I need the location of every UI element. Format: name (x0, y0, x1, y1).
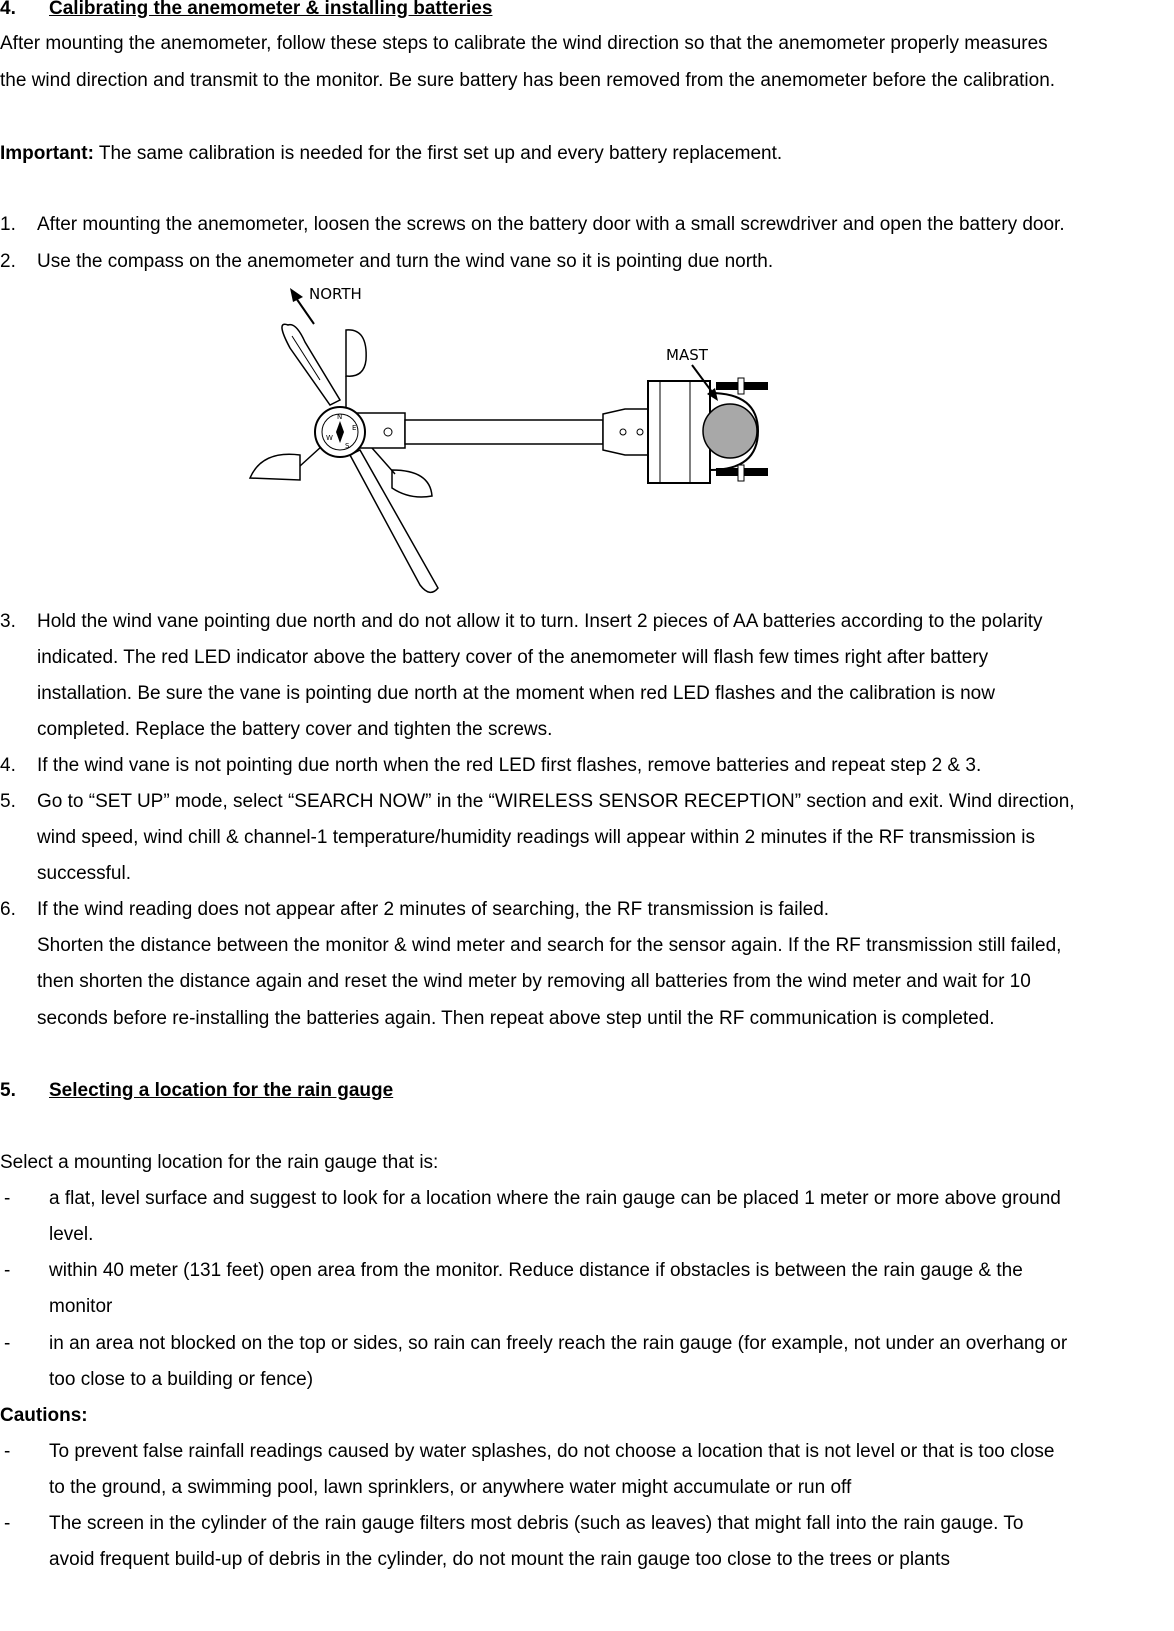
caution-text: The screen in the cylinder of the rain gauge filters most debris (such as leaves) that might fall into the rain gauge. To (49, 1513, 1024, 1534)
caution-text: to the ground, a swimming pool, lawn sprinklers, or anywhere water might accumulate or run off (49, 1477, 852, 1498)
mast-label: MAST (666, 346, 708, 364)
section-4-number: 4. (0, 0, 16, 19)
caution-dash: - (4, 1441, 11, 1462)
anemometer-cup-left (250, 454, 300, 480)
step-number: 5. (0, 791, 16, 812)
wind-vane-tail (282, 324, 340, 405)
step-number: 6. (0, 899, 16, 920)
step-text: successful. (37, 863, 131, 884)
step-number: 2. (0, 251, 16, 272)
caution-dash: - (4, 1513, 11, 1534)
anemometer-cup-top (346, 330, 366, 376)
step-text: Go to “SET UP” mode, select “SEARCH NOW” in the “WIRELESS SENSOR RECEPTION” section and exit. Wind direction, (37, 791, 1075, 812)
bullet-text: in an area not blocked on the top or sides, so rain can freely reach the rain gauge (for example, not under an overhang or (49, 1333, 1068, 1354)
step-text: wind speed, wind chill & channel-1 temperature/humidity readings will appear within 2 minutes if the RF transmission is (37, 827, 1035, 848)
north-label: NORTH (309, 285, 362, 303)
cautions-label: Cautions: (0, 1405, 88, 1426)
caution-text: avoid frequent build-up of debris in the cylinder, do not mount the rain gauge too close to the trees or plants (49, 1549, 950, 1570)
compass-letter-n: N (337, 413, 343, 421)
step-text: Shorten the distance between the monitor & wind meter and search for the sensor again. If the RF transmission still failed, (37, 935, 1062, 956)
clamp-nut (738, 378, 744, 394)
bullet-dash: - (4, 1260, 11, 1281)
support-arm (405, 420, 603, 444)
bullet-text: a flat, level surface and suggest to look for a location where the rain gauge can be placed 1 meter or more above ground (49, 1188, 1061, 1209)
compass-letter-w: W (326, 434, 333, 442)
compass-letter-s: S (345, 442, 350, 450)
step-number: 1. (0, 214, 16, 235)
clamp-nut (738, 465, 744, 481)
bullet-text: too close to a building or fence) (49, 1369, 314, 1390)
bullet-dash: - (4, 1333, 11, 1354)
step-text: indicated. The red LED indicator above the battery cover of the anemometer will flash few times right after battery (37, 647, 989, 668)
bullet-dash: - (4, 1188, 11, 1209)
section-5-title: Selecting a location for the rain gauge (49, 1080, 394, 1101)
bullet-text: level. (49, 1224, 94, 1245)
intro-line-2: the wind direction and transmit to the monitor. Be sure battery has been removed from the anemometer before the calibration. (0, 70, 1056, 91)
bullet-text: within 40 meter (131 feet) open area from the monitor. Reduce distance if obstacles is between the rain gauge & the (49, 1260, 1023, 1281)
mast-cross-section (703, 404, 757, 458)
section-4-title: Calibrating the anemometer & installing batteries (49, 0, 493, 19)
mast-clamp-body (648, 381, 710, 483)
anemometer-cup-right (392, 470, 432, 497)
important-text: The same calibration is needed for the first set up and every battery replacement. (93, 143, 783, 164)
step-text: installation. Be sure the vane is pointing due north at the moment when red LED flashes and the calibration is now (37, 683, 995, 704)
step-text: After mounting the anemometer, loosen the screws on the battery door with a small screwdriver and open the battery door. (37, 214, 1065, 235)
step-text: then shorten the distance again and reset the wind meter by removing all batteries from the wind meter and wait for 10 (37, 971, 1031, 992)
north-arrowhead-icon (290, 288, 303, 302)
step-number: 3. (0, 611, 16, 632)
caution-text: To prevent false rainfall readings caused by water splashes, do not choose a location that is not level or that is too close (49, 1441, 1055, 1462)
important-label: Important: (0, 143, 94, 164)
anemometer-figure (240, 285, 800, 625)
important-note (0, 143, 782, 165)
section-5-intro: Select a mounting location for the rain gauge that is: (0, 1152, 439, 1173)
step-text: seconds before re-installing the batteries again. Then repeat above step until the RF communication is completed. (37, 1008, 995, 1029)
compass-letter-e: E (352, 424, 357, 432)
step-text: Hold the wind vane pointing due north and do not allow it to turn. Insert 2 pieces of AA batteries according to the polarity (37, 611, 1043, 632)
step-number: 4. (0, 755, 16, 776)
cup-arm (372, 448, 395, 474)
step-text: If the wind vane is not pointing due north when the red LED first flashes, remove batteries and repeat step 2 & 3. (37, 755, 982, 776)
bullet-text: monitor (49, 1296, 113, 1317)
section-5-number: 5. (0, 1080, 16, 1101)
step-text: If the wind reading does not appear after 2 minutes of searching, the RF transmission is failed. (37, 899, 830, 920)
step-text: Use the compass on the anemometer and turn the wind vane so it is pointing due north. (37, 251, 774, 272)
cup-arm (300, 446, 322, 466)
intro-line-1: After mounting the anemometer, follow these steps to calibrate the wind direction so that the anemometer properly measures (0, 33, 1048, 54)
step-text: completed. Replace the battery cover and tighten the screws. (37, 719, 553, 740)
